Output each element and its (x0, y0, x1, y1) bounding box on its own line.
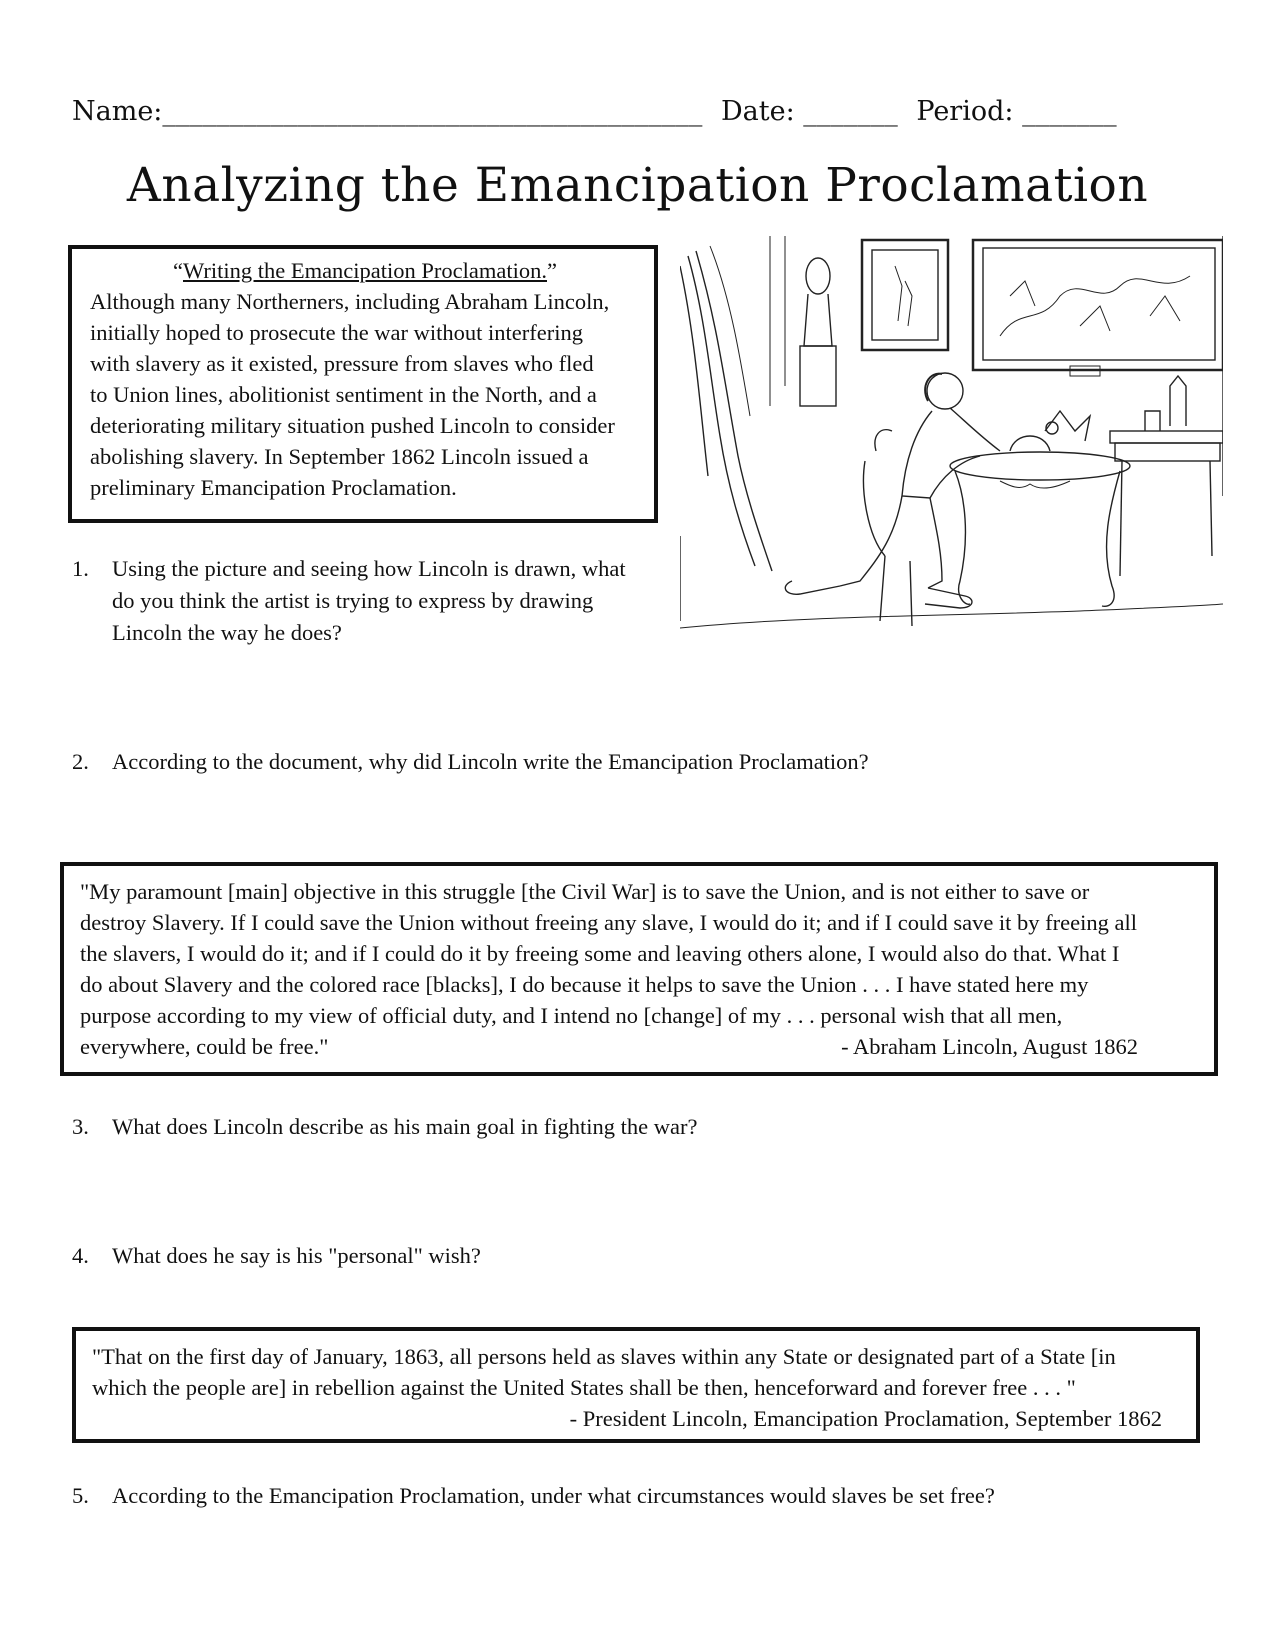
name-label: Name: (72, 96, 163, 127)
quote-line: which the people are] in rebellion against the United States shall be then, henceforward and forever free . . . " (92, 1375, 1076, 1400)
question-3 (72, 1111, 1172, 1143)
intro-line: initially hoped to prosecute the war without interfering (90, 320, 583, 345)
question-1 (72, 553, 672, 649)
question-line: do you think the artist is trying to express by drawing (112, 588, 594, 613)
intro-heading: “Writing the Emancipation Proclamation.” (173, 258, 557, 283)
name-field[interactable]: ________________________________________ (162, 96, 703, 127)
question-number: 2. (72, 749, 89, 774)
lincoln-quote-box (60, 862, 1218, 1076)
quote-line: everywhere, could be free." (80, 1034, 329, 1059)
intro-line: with slavery as it existed, pressure from slaves who fled (90, 351, 594, 376)
period-field[interactable]: _______ (1022, 96, 1117, 127)
question-line: Lincoln the way he does? (112, 620, 342, 645)
proclamation-quote-box (72, 1327, 1200, 1443)
quote-line: the slavers, I would do it; and if I could do it by freeing some and leaving others alone, I would also do that. What I (80, 941, 1120, 966)
intro-line: deteriorating military situation pushed Lincoln to consider (90, 413, 615, 438)
quote-line: purpose according to my view of official duty, and I intend no [change] of my . . . personal wish that all men, (80, 1003, 1063, 1028)
date-field[interactable]: _______ (803, 96, 898, 127)
date-label: Date: (721, 96, 795, 127)
question-line: Using the picture and seeing how Lincoln is drawn, what (112, 556, 626, 581)
question-number: 1. (72, 556, 89, 581)
intro-box (68, 245, 658, 523)
question-number: 4. (72, 1243, 89, 1268)
question-line: What does he say is his "personal" wish? (112, 1243, 481, 1268)
page-title: Analyzing the Emancipation Proclamation (126, 158, 1149, 213)
question-number: 5. (72, 1483, 89, 1508)
quote-attribution: - President Lincoln, Emancipation Proclamation, September 1862 (569, 1406, 1162, 1431)
question-number: 3. (72, 1114, 89, 1139)
quote-attribution: - Abraham Lincoln, August 1862 (841, 1034, 1138, 1059)
quote-line: "That on the first day of January, 1863, all persons held as slaves within any State or designated part of a State [in (92, 1344, 1116, 1369)
question-2 (72, 746, 1172, 778)
quote-line: destroy Slavery. If I could save the Union without freeing any slave, I would do it; and if I could save it by freeing all (80, 910, 1138, 935)
quote-line: do about Slavery and the colored race [blacks], I do because it helps to save the Union . . . I have stated here my (80, 972, 1089, 997)
quote-line: "My paramount [main] objective in this struggle [the Civil War] is to save the Union, and is not either to save or (80, 879, 1090, 904)
lincoln-cartoon-illustration (680, 236, 1223, 643)
intro-line: to Union lines, abolitionist sentiment in the North, and a (90, 382, 597, 407)
question-5 (72, 1480, 1172, 1512)
question-line: What does Lincoln describe as his main goal in fighting the war? (112, 1114, 698, 1139)
period-label: Period: (916, 96, 1014, 127)
question-line: According to the Emancipation Proclamation, under what circumstances would slaves be set free? (112, 1483, 995, 1508)
intro-line: Although many Northerners, including Abraham Lincoln, (90, 289, 610, 314)
intro-line: preliminary Emancipation Proclamation. (90, 475, 457, 500)
intro-line: abolishing slavery. In September 1862 Lincoln issued a (90, 444, 589, 469)
question-4 (72, 1240, 1172, 1272)
header-line (72, 96, 1142, 127)
question-line: According to the document, why did Lincoln write the Emancipation Proclamation? (112, 749, 869, 774)
